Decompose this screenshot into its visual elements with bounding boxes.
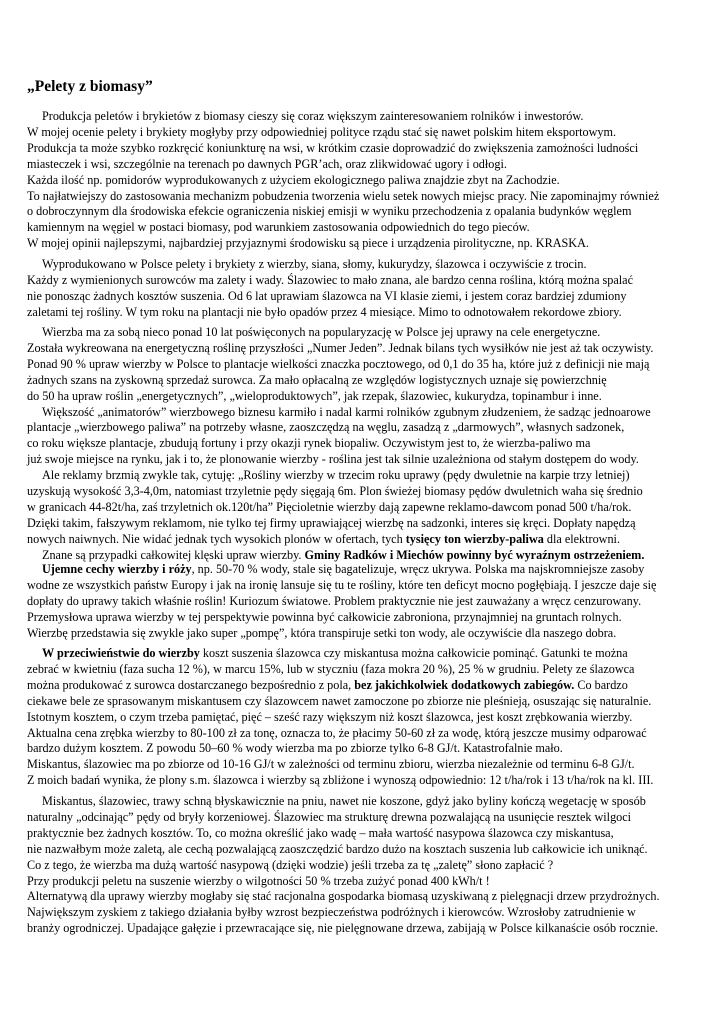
- paragraph-pellet-production: [27, 109, 707, 252]
- text-line: żadnych szans na zyskowną sprzedaż surowca. Za mało opłacalną ze względów logistycznych uznaje się powierzchnię: [27, 372, 607, 387]
- text-line: już swoje miejsce na rynku, jak i to, że plonowanie wierzby - roślina jest tak silnie uzależniona od stałym dostępem do wody.: [27, 452, 639, 467]
- text-line: Produkcja peletów i brykietów z biomasy cieszy się coraz większym zainteresowaniem rolników i inwestorów.: [42, 109, 584, 123]
- text-line: kamiennym na węgiel w postaci biomasy, pod warunkiem zastosowania odpowiednich do tego pieców.: [27, 220, 530, 235]
- text-run: nowych naiwnych. Nie widać jednak tych wysokich plonów w ofertach, tych: [27, 531, 406, 546]
- text-line: miasteczek i wsi, szczególnie na terenach po dawnych PGR’ach, oraz zlikwidować ugory i odłogi.: [27, 156, 507, 171]
- text-line: co roku większe plantacje, zbudują fortuny i przy okazji rynek biopaliw. Oczywistym jest to, że wierzba-paliwo ma: [27, 436, 591, 451]
- text-line: Miskantus, ślazowiec, trawy schną błyskawicznie na pniu, nawet nie koszone, gdyż jako byliny kończą wegetację w sposób: [42, 794, 646, 808]
- text-line: o dobroczynnym dla środowiska efekcie ograniczenia niskiej emisji w wyniku przechodzenia z opalania budynków węglem: [27, 204, 632, 219]
- bold-text-run: tysięcy ton wierzby-paliwa: [405, 531, 544, 546]
- text-line: Wyprodukowano w Polsce pelety i brykiety z wierzby, siana, słomy, kukurydzy, ślazowca i oczywiście z trocin.: [42, 257, 587, 271]
- text-line: Największym zyskiem z takiego działania byłby wzrost bezpieczeństwa podróżnych i kierowców. Wzrosłoby zatrudnienie w: [27, 905, 636, 920]
- paragraph-negative-traits: [27, 562, 707, 642]
- bold-text-run: W przeciwieństwie do wierzby: [42, 646, 200, 660]
- text-line: praktycznie bez żadnych kosztów. To, co można określić jako wadę – mała wartość nasypowa ślazowca czy miskantusa,: [27, 825, 614, 840]
- document-title: „Pelety z biomasy”: [27, 78, 153, 95]
- text-line: Produkcja ta może szybko rozkręcić koniunkturę na wsi, w krótkim czasie doprowadzić do zwiększenia zamożności ludności: [27, 140, 639, 155]
- text-line: branży ogrodniczej. Upadające gałęzie i przewracające się, nie pielęgnowane drzewa, zabijają w Polsce kilkanaście osób rocznie.: [27, 921, 659, 936]
- text-line: Została wykreowana na energetyczną roślinę przyszłości „Numer Jeden”. Jednak bilans tych wysiłków nie jest aż tak oczywisty.: [27, 340, 654, 355]
- bold-text-run: Gminy Radków i Miechów powinny być wyraźnym ostrzeżeniem.: [304, 547, 645, 562]
- text-line: uzyskują wysokość 3,3-4,0m, natomiast trzyletnie pędy sięgają 6m. Plon świeżej biomasy pędów dwuletnich waha się średnio: [27, 484, 643, 499]
- text-line: ciekawe bele ze sprasowanym miskantusem czy ślazowcem nawet zamoczone po zbiorze nie pleśnieją, osuszając się naturalnie.: [27, 693, 652, 708]
- text-line: Wierzba ma za sobą nieco ponad 10 lat poświęconych na popularyzację w Polsce jej uprawy na cele energetyczne.: [42, 325, 601, 339]
- paragraph-raw-materials: [27, 257, 707, 321]
- text-line: W mojej ocenie pelety i brykiety mogłyby przy odpowiedniej polityce rządu stać się nawet polskim hitem eksportowym.: [27, 124, 617, 139]
- text-line: Przemysłowa uprawa wierzby w tej perspektywie powinna być całkowicie zabroniona, przynajmniej na gruntach rolnych.: [27, 609, 622, 624]
- text-line: Miskantus, ślazowiec ma po zbiorze od 10-16 GJ/t w zależności od terminu zbioru, wierzba niezależnie od terminu 6-8 GJ/t.: [27, 757, 635, 772]
- text-line: Przy produkcji peletu na suszenie wierzby o wilgotności 50 % trzeba zużyć ponad 400 kWh/t !: [27, 873, 490, 888]
- text-line: naturalny „odcinając” pędy od bryły korzeniowej. Ślazowiec ma strukturę drewna pozwalającą na usunięcie resztek wilgoci: [27, 809, 632, 824]
- text-line: Istotnym kosztem, o czym trzeba pamiętać, pięć – sześć razy większym niż koszt ślazowca, jest koszt zrębkowania wierzby.: [27, 709, 633, 724]
- text-line: Ponad 90 % upraw wierzby w Polsce to plantacje wielkości znaczka pocztowego, od 0,1 do 35 ha, które już z definicji nie mają: [27, 356, 650, 371]
- paragraph-willow: [27, 325, 707, 564]
- text-run: Co bardzo: [574, 677, 628, 692]
- text-line: plantacje „wierzbowego paliwa” na potrzeby własne, zaoszczędzą na węglu, zasadzą z „darmowych”, własnych sadzonek,: [27, 420, 625, 435]
- text-line: [27, 562, 707, 578]
- text-line: Aktualna cena zrębka wierzby to 80-100 zł za tonę, oznacza to, że płacimy 50-60 zł za wodę, którą jeszcze musimy odparować: [27, 725, 647, 740]
- text-line: Każdy z wymienionych surowców ma zalety i wady. Ślazowiec to mało znana, ale bardzo cenna roślina, którą można spalać: [27, 272, 633, 287]
- text-line: Dzięki takim, fałszywym reklamom, nie tylko tej firmy uprawiającej wierzbę na sadzonki, interes się kręci. Dopłaty napędzą: [27, 515, 636, 530]
- text-line: W mojej opinii najlepszymi, najbardziej przyjaznymi środowisku są piece i urządzenia pirolityczne, np. KRASKA.: [27, 236, 589, 251]
- text-line: nie ponosząc żadnych kosztów suszenia. Od 6 lat uprawiam ślazowca na VI klasie ziemi, i jestem coraz bardziej zdumiony: [27, 288, 627, 303]
- text-run: można produkować z surowca dostarczanego bezpośrednio z pola,: [27, 677, 355, 692]
- text-line: w granicach 44-82t/ha, zaś trzyletnich ok.120t/ha” Pięcioletnie wierzby dają zapewne reklamo-dawcom ponad 500 t/ha/rok.: [27, 499, 632, 514]
- text-line: [27, 678, 707, 694]
- text-line: Alternatywą dla uprawy wierzby mogłaby się stać racjonalna gospodarka biomasą uzyskiwaną z pielęgnacji drzew przydrożnych.: [27, 889, 660, 904]
- paragraph-miscanthus: [27, 794, 707, 937]
- text-line: do 50 ha upraw roślin „energetycznych”, „wieloproduktowych”, jak rzepak, ślazowiec, kukurydza, topinambur i inne.: [27, 388, 602, 403]
- text-run: , np. 50-70 % wody, stale się bagatelizuje, wręcz ukrywa. Polska ma najskromniejsze zasoby: [191, 562, 645, 576]
- text-line: Z moich badań wynika, że plony s.m. ślazowca i wierzby są zbliżone i wynoszą odpowiednio: 12 t/ha/rok i 13 t/ha/rok na kl. III.: [27, 773, 654, 788]
- paragraph-drying-costs: [27, 646, 707, 789]
- text-line: Wierzbę przedstawia się zwykle jako super „pompę”, która transpiruje setki ton wody, ale oczywiście dla naszego dobra.: [27, 625, 617, 640]
- text-line: Większość „animatorów” wierzbowego biznesu karmiło i nadal karmi rolników zgubnym złudzeniem, że sadząc jednoarowe: [42, 404, 651, 419]
- bold-text-run: Ujemne cechy wierzby i róży: [42, 562, 192, 576]
- text-run: koszt suszenia ślazowca czy miskantusa można całkowicie pominąć. Gatunki te można: [199, 646, 628, 660]
- text-line: dopłaty do uprawy takich właśnie roślin! Kuriozum światowe. Problem praktycznie nie jest zauważany a wręcz cenzurowany.: [27, 593, 642, 608]
- text-run: dla elektrowni.: [543, 531, 620, 546]
- text-line: zebrać w kwietniu (faza sucha 12 %), w marcu 15%, lub w styczniu (faza mokra 20 %), 25 % w grudniu. Pelety ze ślazowca: [27, 661, 635, 676]
- text-line: [27, 646, 707, 662]
- text-line: wodne ze wszystkich państw Europy i jak na ironię lansuje się tu te rośliny, które ten deficyt mocno pogłębiają. I jeszcze daje się: [27, 577, 657, 592]
- text-run: Znane są przypadki całkowitej klęski upraw wierzby.: [42, 547, 305, 562]
- text-line: Ale reklamy brzmią zwykle tak, cytuję: „Rośliny wierzby w trzecim roku uprawy (pędy dwuletnie na karpie trzy letniej): [42, 468, 630, 483]
- text-line: Każda ilość np. pomidorów wyprodukowanych z użyciem ekologicznego paliwa znajdzie zbyt na Zachodzie.: [27, 172, 560, 187]
- bold-text-run: bez jakichkolwiek dodatkowych zabiegów.: [354, 677, 575, 692]
- text-line: Co z tego, że wierzba ma dużą wartość nasypową (dzięki wodzie) jeśli trzeba za tę „zaletę” słono zapłacić ?: [27, 857, 554, 872]
- text-line: To najłatwiejszy do zastosowania mechanizm pobudzenia tworzenia wielu setek nowych miejsc pracy. Nie zapominajmy również: [27, 188, 660, 203]
- text-line: zaletami tej rośliny. W tym roku na plantacji nie było opadów przez 4 miesiące. Mimo to odnotowałem rekordowe zbiory.: [27, 304, 622, 319]
- text-line: [27, 532, 707, 548]
- text-line: bardzo dużym kosztem. Z powodu 50–60 % wody wierzba ma po zbiorze tylko 6-8 GJ/t. Katastrofalnie mało.: [27, 741, 563, 756]
- text-line: nie nazwałbym może zaletą, ale cechą pozwalającą zaoszczędzić bardzo dużo na kosztach suszenia lub całkowicie ich uniknąć.: [27, 841, 648, 856]
